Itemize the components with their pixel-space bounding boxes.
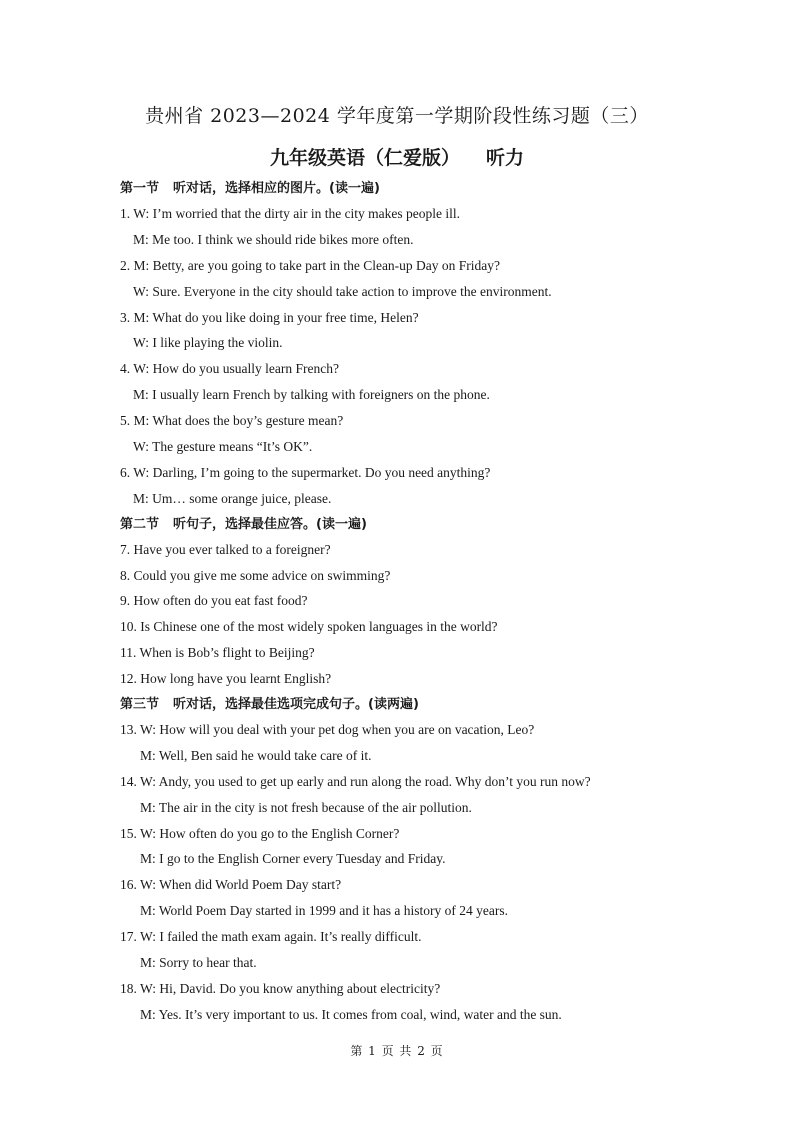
subtitle-tag: 听力 [486, 147, 525, 169]
dialogue-line: 6. W: Darling, I’m going to the supermarket. Do you need anything? [120, 464, 491, 480]
question-line: 12. How long have you learnt English? [120, 671, 332, 687]
dialogue-reply: M: I go to the English Corner every Tuesday and Friday. [140, 851, 446, 867]
dialogue-line: 3. M: What do you like doing in your free time, Helen? [120, 309, 419, 325]
dialogue-reply: M: I usually learn French by talking with foreigners on the phone. [133, 387, 490, 403]
section-number: 第一节 [120, 181, 160, 196]
dialogue-reply: W: Sure. Everyone in the city should take action to improve the environment. [133, 283, 552, 299]
section-instruction: 听对话，选择最佳选项完成句子。(读两遍) [173, 697, 419, 713]
dialogue-line: 17. W: I failed the math exam again. It’s really difficult. [120, 929, 422, 945]
subtitle-main: 九年级英语（仁爱版） [269, 147, 460, 169]
dialogue-reply: M: Well, Ben said he would take care of it. [140, 747, 372, 763]
dialogue-reply: M: Sorry to hear that. [140, 955, 257, 971]
dialogue-reply: M: World Poem Day started in 1999 and it has a history of 24 years. [140, 903, 508, 919]
section-number: 第三节 [120, 697, 160, 713]
document-subtitle [0, 145, 794, 171]
dialogue-line: 15. W: How often do you go to the English Corner? [120, 825, 400, 841]
dialogue-line: 16. W: When did World Poem Day start? [120, 877, 342, 893]
dialogue-reply: M: Me too. I think we should ride bikes more often. [133, 231, 414, 247]
dialogue-line: 1. W: I’m worried that the dirty air in the city makes people ill. [120, 206, 461, 221]
document-title: 贵州省 2023—2024 学年度第一学期阶段性练习题（三） [145, 105, 649, 127]
section-2-heading [120, 512, 740, 537]
section-1-heading [120, 176, 740, 201]
section-instruction: 听句子，选择最佳应答。(读一遍) [173, 516, 367, 532]
dialogue-reply: M: The air in the city is not fresh because of the air pollution. [140, 799, 472, 815]
question-line: 7. Have you ever talked to a foreigner? [120, 541, 331, 557]
dialogue-line: 18. W: Hi, David. Do you know anything about electricity? [120, 980, 441, 996]
dialogue-reply: M: Um… some orange juice, please. [133, 490, 332, 506]
section-instruction: 听对话，选择相应的图片。(读一遍) [173, 181, 380, 196]
question-line: 10. Is Chinese one of the most widely spoken languages in the world? [120, 619, 498, 635]
dialogue-line: 13. W: How will you deal with your pet dog when you are on vacation, Leo? [120, 722, 535, 738]
dialogue-line: 5. M: What does the boy’s gesture mean? [120, 413, 344, 429]
dialogue-line: 4. W: How do you usually learn French? [120, 361, 339, 377]
section-number: 第二节 [120, 516, 160, 532]
dialogue-reply: W: The gesture means “It’s OK”. [133, 439, 313, 455]
section-3-heading [120, 692, 740, 717]
question-line: 8. Could you give me some advice on swimming? [120, 567, 391, 583]
dialogue-line: 2. M: Betty, are you going to take part in the Clean-up Day on Friday? [120, 257, 501, 273]
question-line: 11. When is Bob’s flight to Beijing? [120, 645, 315, 661]
page-footer: 第 1 页 共 2 页 [350, 1044, 444, 1058]
dialogue-reply: W: I like playing the violin. [133, 335, 283, 351]
document-body [120, 176, 740, 1028]
question-line: 9. How often do you eat fast food? [120, 593, 308, 609]
dialogue-reply: M: Yes. It’s very important to us. It comes from coal, wind, water and the sun. [140, 1006, 562, 1022]
dialogue-line: 14. W: Andy, you used to get up early and run along the road. Why don’t you run now? [120, 773, 591, 789]
